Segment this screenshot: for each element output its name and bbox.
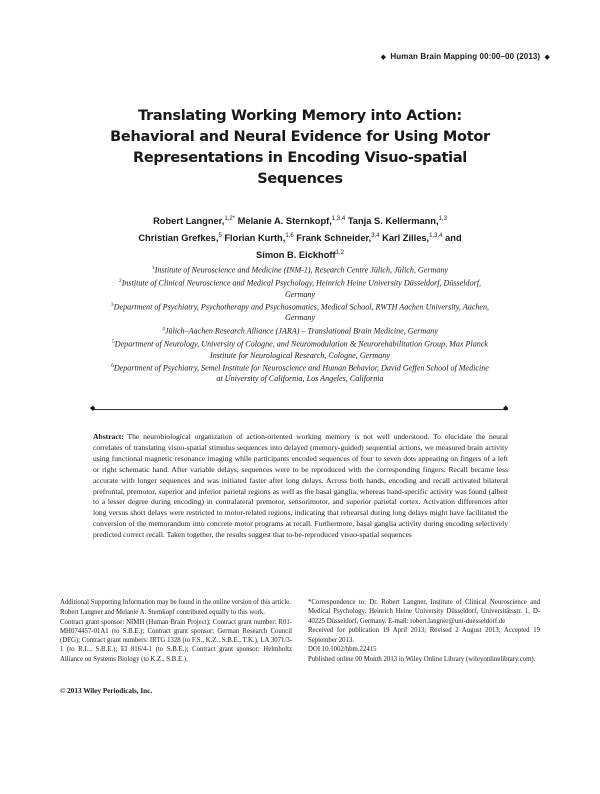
author: Tanja S. Kellermann,$^{1,3}$: [347, 216, 447, 227]
journal-citation: Human Brain Mapping 00:00–00 (2013): [390, 52, 541, 61]
affiliation: $^4$Jülich–Aachen Research Alliance (JARA) – Translational Brain Medicine, Germany: [162, 326, 438, 336]
affiliation: $^1$Institute of Neuroscience and Medicine (INM-1), Research Centre Jülich, Jülich, Germany: [151, 265, 449, 275]
diamond-icon: ◆: [503, 404, 509, 412]
author: Karl Zilles,$^{1,3,4}$: [382, 233, 443, 244]
diamond-icon: ◆: [544, 54, 550, 61]
author: Florian Kurth,$^{1,6}$: [224, 233, 294, 244]
footnotes-right: [308, 598, 540, 665]
affiliations: [110, 263, 490, 385]
footnote: Received for publication 19 April 2013; Revised 2 August 2013; Accepted 19 September 2013.: [308, 627, 540, 644]
abstract: [93, 432, 508, 541]
article-title: [80, 106, 520, 190]
footnotes-left: [60, 598, 292, 665]
title-line: Behavioral and Neural Evidence for Using Motor: [110, 129, 490, 145]
title-line: Representations in Encoding Visuo-spatial: [133, 150, 467, 166]
author: Melanie A. Sternkopf,$^{1,3,4}$: [237, 216, 346, 227]
title-line: Translating Working Memory into Action:: [138, 108, 462, 124]
footnote: Published online 00 Month 2013 in Wiley Online Library (wileyonlinelibrary.com).: [308, 656, 536, 664]
affiliation: $^3$Department of Psychiatry, Psychotherapy and Psychosomatics, Medical School, RWTH Aachen University, Aachen, Germany: [110, 302, 490, 323]
footnote: Additional Supporting Information may be found in the online version of this article.: [60, 599, 291, 606]
affiliation: $^5$Department of Neurology, University of Cologne, and Neuromodulation & Neurorehabilitation Group, Max Planck Institute for Neurological Research, Cologne, Germany: [112, 339, 488, 360]
section-divider: [92, 409, 508, 410]
author: Christian Grefkes,$^5$: [138, 233, 222, 244]
author-conjunction: and: [445, 233, 462, 244]
journal-header: [379, 52, 552, 61]
diamond-icon: ◆: [90, 404, 96, 412]
affiliation: $^6$Department of Psychiatry, Semel Institute for Neuroscience and Human Behavior, David Geffen School of Medicine at University of California, Los Angeles, California: [111, 363, 489, 384]
title-line: Sequences: [257, 171, 343, 187]
author: Frank Schneider,$^{3,4}$: [296, 233, 380, 244]
copyright: © 2013 Wiley Periodicals, Inc.: [60, 687, 153, 695]
footnote: *Correspondence to: Dr. Robert Langner, Institute of Clinical Neuroscience and Medical Psychology, Heinrich Heine University Düsseldorf, Universitätsstr. 1, D-40225 Düsseldorf, Germany. E-mail: robert.langner@uni-duesseldorf.de: [308, 599, 540, 625]
author: Robert Langner,$^{1,2*}$: [153, 216, 236, 227]
footnote: Robert Langner and Melanie A. Sternkopf contributed equally to this work.: [60, 608, 265, 616]
author-list: [80, 212, 520, 263]
footnote: DOI 10.1002/hbm.22415: [308, 646, 377, 654]
abstract-label: Abstract:: [93, 432, 124, 441]
affiliation: $^2$Institute of Clinical Neuroscience and Medical Psychology, Heinrich Heine University Düsseldorf, Düsseldorf, Germany: [118, 278, 482, 299]
abstract-text: The neurobiological organization of action-oriented working memory is not well understood. To elucidate the neural correlates of translating visuo-spatial stimulus sequences into delayed (memory-guided) sequential actions, we measured brain activity using functional magnetic resonance imaging while participants encoded sequences of four to seven dots appearing on fingers of a left or right schematic hand. After variable delays, sequences were to be reproduced with the corresponding fingers. Recall became less accurate with longer sequences and was initiated faster after long delays. Across both hands, encoding and recall activated bilateral prefrontal, premotor, superior and inferior parietal regions as well as the basal ganglia, whereas hand-specific activity was found (albeit to a lesser degree during encoding) in contralateral premotor, sensorimotor, and superior parietal cortex. Activation differences after long versus short delays were restricted to motor-related regions, indicating that rehearsal during long delays might have facilitated the conversion of the memorandum into concrete motor programs at recall. Furthermore, basal ganglia activity during encoding selectively predicted correct recall. Taken together, the results suggest that to-be-reproduced visuo-spatial sequences: [93, 432, 508, 540]
author: Simon B. Eickhoff$^{1,2}$: [256, 250, 344, 261]
footnote: Contract grant sponsor: NIMH (Human Brain Project); Contract grant number: R01-MH074457-01A1 (to S.B.E.); Contract grant sponsor: German Research Council (DFG); Contract grant numbers: IRTG 1328 (to F.S., K.Z., S.B.E., T.K.), LA 3071/3-1 (to R.L., S.B.E.); EI 816/4-1 (to S.B.E.); Contract grant sponsor: Helmholtz Alliance on Systems Biology (to K.Z., S.B.E.).: [60, 618, 292, 663]
diamond-icon: ◆: [380, 54, 387, 61]
